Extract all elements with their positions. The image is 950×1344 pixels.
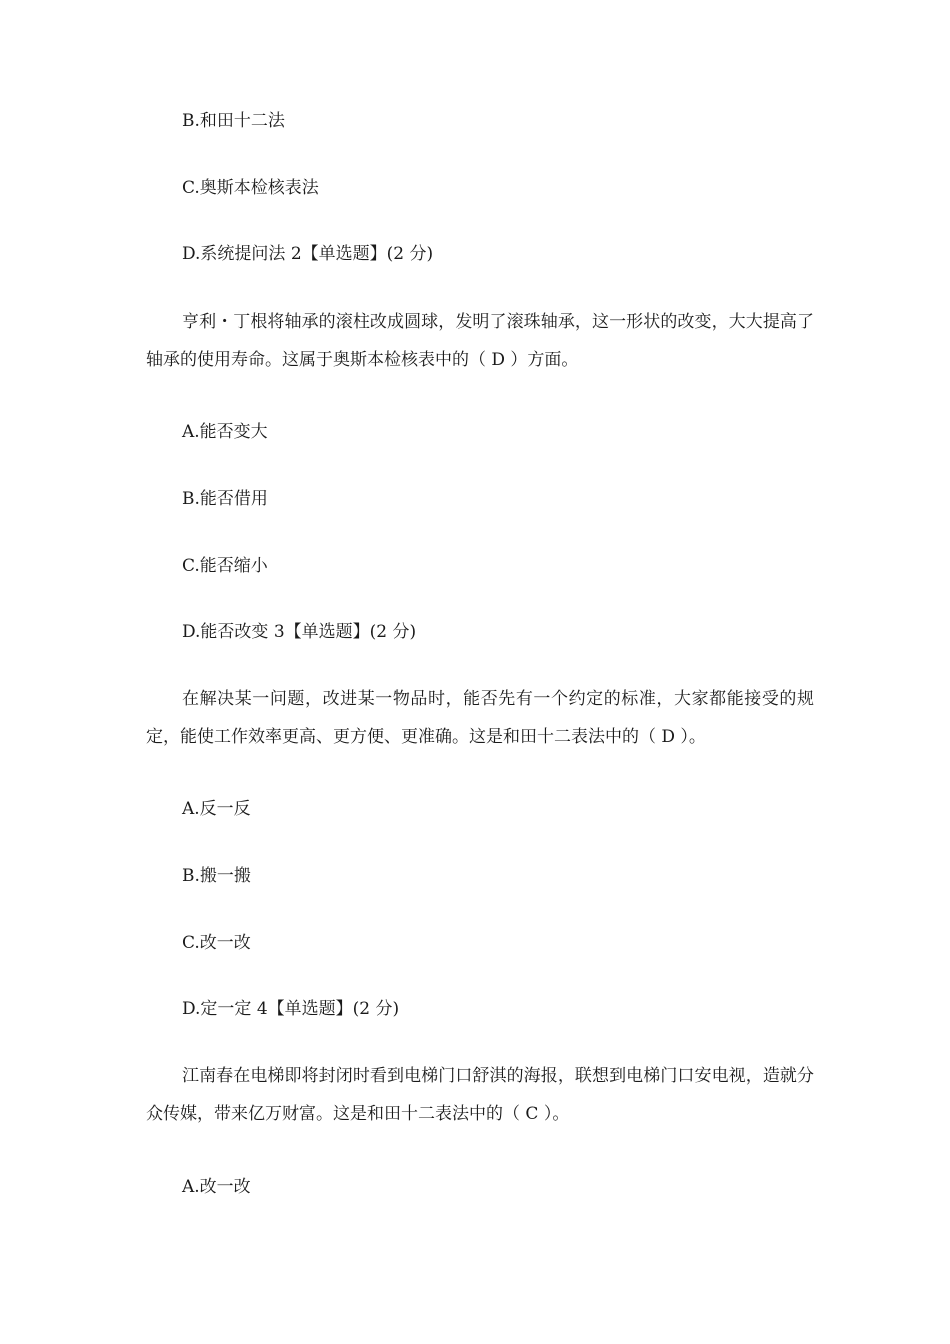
q1-option-d-and-q2-header: D.系统提问法 2【单选题】(2 分) (182, 244, 434, 264)
q4-option-a: A.改一改 (182, 1177, 251, 1197)
q2-option-c: C.能否缩小 (182, 556, 268, 576)
q4-stem: 江南春在电梯即将封闭时看到电梯门口舒淇的海报，联想到电梯门口安电视，造就分众传媒，带来亿万财富。这是和田十二表法中的（ C ）。 (146, 1066, 814, 1124)
q1-option-c: C.奥斯本检核表法 (182, 178, 319, 198)
q3-stem: 在解决某一问题，改进某一物品时，能否先有一个约定的标准，大家都能接受的规定，能使工作效率更高、更方便、更准确。这是和田十二表法中的（ D ）。 (146, 689, 814, 747)
q3-option-a: A.反一反 (182, 799, 251, 819)
q2-option-b: B.能否借用 (182, 489, 268, 509)
q3-option-d-and-q4-header: D.定一定 4【单选题】(2 分) (182, 999, 400, 1019)
q2-option-d-and-q3-header: D.能否改变 3【单选题】(2 分) (182, 622, 417, 642)
q1-option-b: B.和田十二法 (182, 111, 285, 131)
q2-stem: 亨利・丁根将轴承的滚柱改成圆球，发明了滚珠轴承，这一形状的改变，大大提高了轴承的使用寿命。这属于奥斯本检核表中的（ D ）方面。 (146, 312, 814, 370)
q2-option-a: A.能否变大 (182, 422, 268, 442)
q3-option-c: C.改一改 (182, 933, 251, 953)
q3-option-b: B.搬一搬 (182, 866, 251, 886)
